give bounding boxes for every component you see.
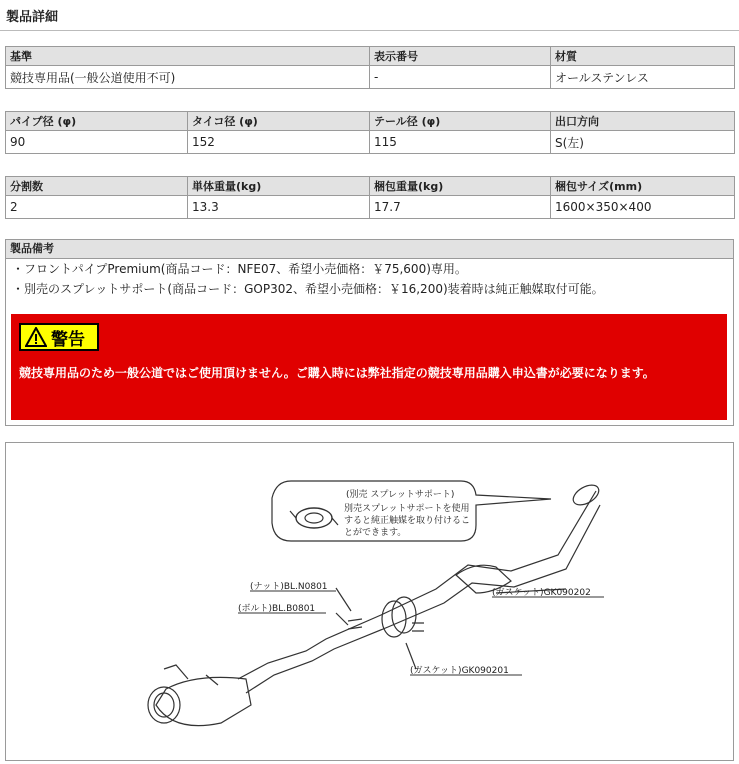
spec-table-standard — [5, 46, 735, 89]
value-unit-weight: 13.3 — [188, 196, 370, 219]
callout-line-1: 別売スプレットサポートを使用 — [344, 504, 470, 514]
label-bolt: (ボルト)BL.B0801 — [238, 604, 316, 614]
spec-table-dimensions — [5, 111, 735, 154]
label-gasket-mid: (ガスケット)GK090201 — [410, 666, 509, 676]
value-exit-direction: S(左) — [551, 131, 735, 154]
value-package-weight: 17.7 — [370, 196, 551, 219]
warning-triangle-icon — [25, 327, 47, 347]
header-tail-diameter: テール径 (φ) — [370, 112, 551, 131]
value-package-size: 1600×350×400 — [551, 196, 735, 219]
value-split-count: 2 — [6, 196, 188, 219]
value-material: オールステンレス — [551, 66, 735, 89]
spec-table-weights — [5, 176, 735, 219]
title-divider — [0, 30, 739, 31]
product-notes — [5, 239, 734, 426]
exhaust-diagram — [5, 442, 734, 761]
value-pipe-diameter: 90 — [6, 131, 188, 154]
value-standard: 競技専用品(一般公道使用不可) — [6, 66, 370, 89]
callout-line-3: とができます。 — [344, 528, 407, 538]
header-split-count: 分割数 — [6, 177, 188, 196]
header-display-number: 表示番号 — [370, 47, 551, 66]
note-line-front-pipe: ・フロントパイプPremium(商品コード：NFE07、希望小売価格：￥75,600)専用。 — [12, 262, 467, 276]
value-tail-diameter: 115 — [370, 131, 551, 154]
rear-hanger — [164, 665, 218, 685]
exhaust-illustration — [6, 443, 733, 760]
header-exit-direction: 出口方向 — [551, 112, 735, 131]
value-silencer-diameter: 152 — [188, 131, 370, 154]
header-silencer-diameter: タイコ径 (φ) — [188, 112, 370, 131]
header-pipe-diameter: パイプ径 (φ) — [6, 112, 188, 131]
header-material: 材質 — [551, 47, 735, 66]
note-line-support: ・別売のスプレットサポート(商品コード：GOP302、希望小売価格：￥16,200)装着時は純正触媒取付可能。 — [12, 282, 604, 296]
notes-header: 製品備考 — [6, 240, 733, 259]
warning-label: 警告 — [51, 329, 85, 350]
callout-line-2: すると純正触媒を取り付けるこ — [344, 516, 471, 526]
header-standard: 基準 — [6, 47, 370, 66]
value-display-number: - — [370, 66, 551, 89]
header-unit-weight: 単体重量(kg) — [188, 177, 370, 196]
warning-box — [11, 314, 727, 420]
label-nut: (ナット)BL.N0801 — [250, 582, 328, 592]
front-flange — [570, 481, 602, 509]
warning-badge — [19, 323, 99, 351]
header-package-size: 梱包サイズ(mm) — [551, 177, 735, 196]
warning-text: 競技専用品のため一般公道ではご使用頂けません。ご購入時には弊社指定の競技専用品購入申込書が必要になります。 — [19, 366, 655, 380]
header-package-weight: 梱包重量(kg) — [370, 177, 551, 196]
rear-muffler — [156, 677, 251, 725]
callout-title: (別売 スプレットサポート) — [346, 490, 455, 500]
label-gasket-front: (ガスケット)GK090202 — [492, 588, 591, 598]
page-title: 製品詳細 — [6, 10, 59, 25]
